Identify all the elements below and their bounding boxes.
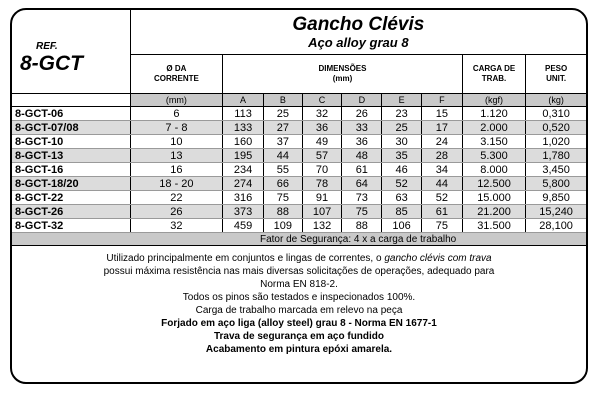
table-cell: 88 bbox=[342, 219, 382, 233]
table-cell: 78 bbox=[302, 177, 342, 191]
table-cell: 132 bbox=[302, 219, 342, 233]
safety-factor: Fator de Segurança: 4 x a carga de trabalho bbox=[130, 233, 586, 246]
table-cell: 25 bbox=[382, 121, 422, 135]
table-cell: 1.120 bbox=[462, 107, 525, 121]
table-cell: 32 bbox=[130, 219, 222, 233]
table-cell: 66 bbox=[263, 177, 302, 191]
table-cell: 195 bbox=[223, 149, 264, 163]
table-cell: 30 bbox=[382, 135, 422, 149]
table-cell: 2.000 bbox=[462, 121, 525, 135]
product-code: 8-GCT-16 bbox=[12, 163, 130, 177]
table-cell: 5,800 bbox=[526, 177, 586, 191]
table-cell: 373 bbox=[223, 205, 264, 219]
table-cell: 16 bbox=[130, 163, 222, 177]
table-cell: 35 bbox=[382, 149, 422, 163]
table-cell: 316 bbox=[223, 191, 264, 205]
weight-header: PESO UNIT. bbox=[526, 55, 586, 94]
table-cell: 3,450 bbox=[526, 163, 586, 177]
table-cell: 75 bbox=[263, 191, 302, 205]
table-cell: 8.000 bbox=[462, 163, 525, 177]
note-line-bold: Forjado em aço liga (alloy steel) grau 8 - Norma EN 1677-1 bbox=[161, 318, 437, 329]
table-cell: 33 bbox=[342, 121, 382, 135]
table-cell: 37 bbox=[263, 135, 302, 149]
table-cell: 0,520 bbox=[526, 121, 586, 135]
table-cell: 57 bbox=[302, 149, 342, 163]
title-block bbox=[130, 10, 586, 55]
table-cell: 91 bbox=[302, 191, 342, 205]
table-cell: 274 bbox=[223, 177, 264, 191]
table-cell: 44 bbox=[263, 149, 302, 163]
product-subtitle: Aço alloy grau 8 bbox=[308, 34, 409, 50]
product-code: 8-GCT-13 bbox=[12, 149, 130, 163]
unit-cell: (kgf) bbox=[462, 94, 525, 107]
ref-header bbox=[12, 10, 130, 94]
table-cell: 61 bbox=[421, 205, 462, 219]
note-line: Carga de trabalho marcada em relevo na peça bbox=[195, 305, 403, 316]
table-row bbox=[12, 205, 586, 219]
table-cell: 107 bbox=[302, 205, 342, 219]
product-code: 8-GCT-06 bbox=[12, 107, 130, 121]
table-cell: 1,020 bbox=[526, 135, 586, 149]
table-cell: 106 bbox=[382, 219, 422, 233]
table-row bbox=[12, 121, 586, 135]
product-title: Gancho Clévis bbox=[292, 13, 425, 35]
table-row bbox=[12, 107, 586, 121]
product-code: 8-GCT-32 bbox=[12, 219, 130, 233]
load-header: CARGA DE TRAB. bbox=[462, 55, 525, 94]
table-cell: 15.000 bbox=[462, 191, 525, 205]
spec-table bbox=[12, 10, 586, 246]
table-cell: 17 bbox=[421, 121, 462, 135]
table-cell: 28 bbox=[421, 149, 462, 163]
note-line: possui máxima resistência nas mais diversas solicitações de operações, adequado para bbox=[103, 266, 495, 277]
table-cell: 113 bbox=[223, 107, 264, 121]
table-cell: 49 bbox=[302, 135, 342, 149]
table-cell: 3.150 bbox=[462, 135, 525, 149]
note-line: Utilizado principalmente em conjuntos e lingas de correntes, o gancho clévis com trava bbox=[106, 253, 492, 264]
table-cell: 44 bbox=[421, 177, 462, 191]
table-row bbox=[12, 163, 586, 177]
table-cell: 23 bbox=[382, 107, 422, 121]
product-code: 8-GCT-22 bbox=[12, 191, 130, 205]
table-row bbox=[12, 149, 586, 163]
unit-cell: E bbox=[382, 94, 422, 107]
table-cell: 88 bbox=[263, 205, 302, 219]
table-cell: 234 bbox=[223, 163, 264, 177]
data-rows bbox=[12, 107, 586, 233]
note-line-bold: Trava de segurança em aço fundido bbox=[213, 331, 385, 342]
table-cell: 133 bbox=[223, 121, 264, 135]
table-cell: 5.300 bbox=[462, 149, 525, 163]
product-code: 8-GCT-10 bbox=[12, 135, 130, 149]
product-code: 8-GCT-07/08 bbox=[12, 121, 130, 135]
table-cell: 70 bbox=[302, 163, 342, 177]
table-cell: 9,850 bbox=[526, 191, 586, 205]
table-cell: 26 bbox=[130, 205, 222, 219]
table-cell: 21.200 bbox=[462, 205, 525, 219]
table-cell: 27 bbox=[263, 121, 302, 135]
table-cell: 32 bbox=[302, 107, 342, 121]
safety-row bbox=[12, 233, 586, 246]
ref-label: REF. bbox=[36, 41, 58, 52]
dimensions-header: DIMENSÕES (mm) bbox=[223, 55, 463, 94]
table-cell: 10 bbox=[130, 135, 222, 149]
unit-cell: D bbox=[342, 94, 382, 107]
table-cell: 31.500 bbox=[462, 219, 525, 233]
table-row bbox=[12, 135, 586, 149]
table-cell: 34 bbox=[421, 163, 462, 177]
table-cell: 109 bbox=[263, 219, 302, 233]
table-cell: 46 bbox=[382, 163, 422, 177]
units-row bbox=[12, 94, 586, 107]
table-cell: 1,780 bbox=[526, 149, 586, 163]
unit-cell: C bbox=[302, 94, 342, 107]
table-cell: 52 bbox=[382, 177, 422, 191]
table-cell: 73 bbox=[342, 191, 382, 205]
unit-cell: A bbox=[223, 94, 264, 107]
table-cell: 24 bbox=[421, 135, 462, 149]
table-cell: 0,310 bbox=[526, 107, 586, 121]
table-cell: 18 - 20 bbox=[130, 177, 222, 191]
unit-cell: F bbox=[421, 94, 462, 107]
table-cell: 75 bbox=[342, 205, 382, 219]
diameter-header: Ø DA CORRENTE bbox=[130, 55, 222, 94]
note-line: Todos os pinos são testados e inspecionados 100%. bbox=[182, 292, 416, 303]
note-line: Norma EN 818-2. bbox=[260, 279, 338, 290]
unit-cell: (mm) bbox=[130, 94, 222, 107]
table-cell: 52 bbox=[421, 191, 462, 205]
table-cell: 75 bbox=[421, 219, 462, 233]
table-cell: 15,240 bbox=[526, 205, 586, 219]
table-cell: 160 bbox=[223, 135, 264, 149]
table-cell: 7 - 8 bbox=[130, 121, 222, 135]
product-spec-card bbox=[10, 8, 588, 384]
table-cell: 26 bbox=[342, 107, 382, 121]
table-cell: 25 bbox=[263, 107, 302, 121]
table-cell: 63 bbox=[382, 191, 422, 205]
table-cell: 36 bbox=[302, 121, 342, 135]
table-cell: 15 bbox=[421, 107, 462, 121]
table-row bbox=[12, 177, 586, 191]
table-cell: 22 bbox=[130, 191, 222, 205]
table-cell: 13 bbox=[130, 149, 222, 163]
table-cell: 459 bbox=[223, 219, 264, 233]
table-cell: 28,100 bbox=[526, 219, 586, 233]
product-code: 8-GCT-18/20 bbox=[12, 177, 130, 191]
table-cell: 55 bbox=[263, 163, 302, 177]
unit-cell: B bbox=[263, 94, 302, 107]
note-line-bold: Acabamento em pintura epóxi amarela. bbox=[205, 344, 393, 355]
table-cell: 64 bbox=[342, 177, 382, 191]
table-cell: 36 bbox=[342, 135, 382, 149]
table-cell: 48 bbox=[342, 149, 382, 163]
table-cell: 85 bbox=[382, 205, 422, 219]
product-code: 8-GCT-26 bbox=[12, 205, 130, 219]
description-notes bbox=[12, 246, 586, 356]
table-cell: 61 bbox=[342, 163, 382, 177]
table-row bbox=[12, 191, 586, 205]
ref-code: 8-GCT bbox=[20, 52, 83, 75]
table-cell: 6 bbox=[130, 107, 222, 121]
table-cell: 12.500 bbox=[462, 177, 525, 191]
table-row bbox=[12, 219, 586, 233]
unit-cell: (kg) bbox=[526, 94, 586, 107]
